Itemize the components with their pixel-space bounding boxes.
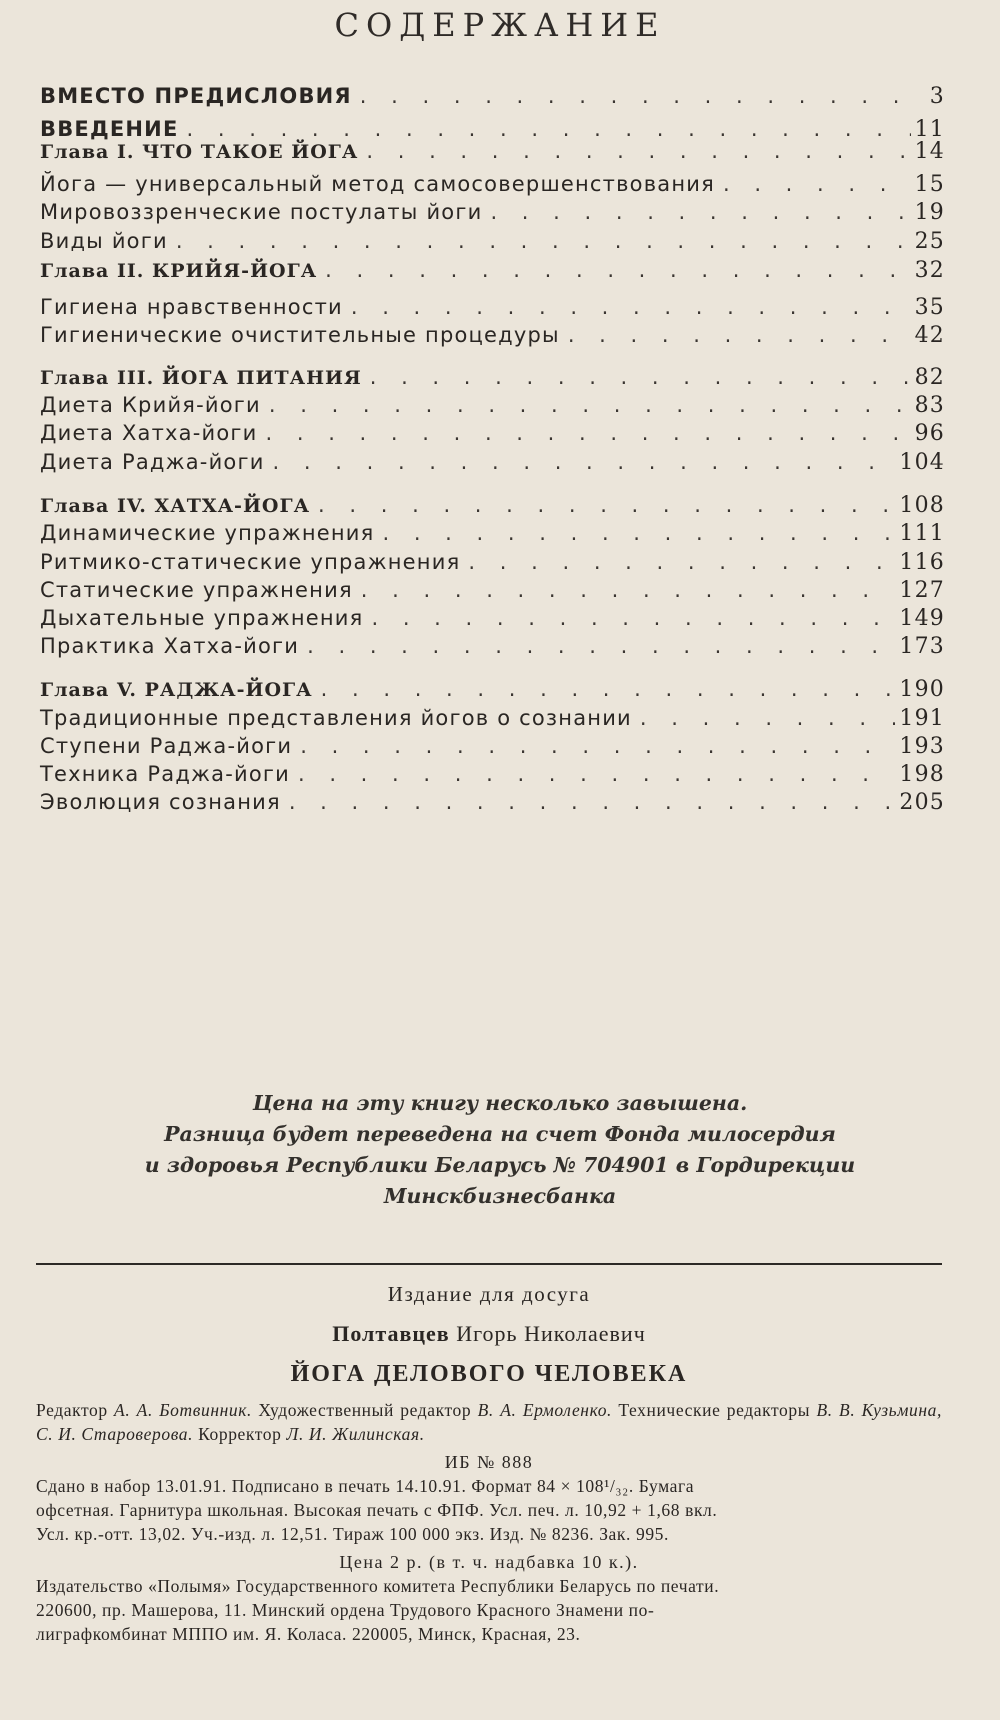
dot-leader bbox=[307, 634, 895, 658]
dot-leader bbox=[325, 258, 910, 282]
toc-title: СОДЕРЖАНИЕ bbox=[334, 6, 666, 44]
toc-entry bbox=[40, 450, 945, 480]
toc-page-number: 14 bbox=[914, 139, 945, 164]
price-note-line: Минскбизнесбанка bbox=[383, 1184, 617, 1208]
print-line: офсетная. Гарнитура школьная. Высокая печать с ФПФ. Усл. печ. л. 10,92 + 1,68 вкл. bbox=[36, 1500, 718, 1520]
art-editor-name: В. А. Ермоленко. bbox=[477, 1400, 613, 1420]
toc-page-number: 149 bbox=[899, 606, 945, 631]
toc-entry-title: Мировоззренческие постулаты йоги bbox=[40, 200, 483, 224]
toc-entry bbox=[40, 393, 945, 423]
toc-entry-title: Глава V. РАДЖА-ЙОГА bbox=[40, 679, 313, 701]
toc-entry-title: Статические упражнения bbox=[40, 578, 353, 602]
dot-leader bbox=[351, 295, 911, 319]
editors-credits: Редактор А. А. Ботвинник. Художественный редактор В. А. Ермоленко. Технические редакторы В. В. Кузьмина, С. И. Староверова. Корректор Л. И. Жилинская. bbox=[36, 1400, 942, 1444]
publisher-line: лиграфкомбинат МППО им. Я. Коласа. 220005, Минск, Красная, 23. bbox=[36, 1624, 581, 1644]
price-note-line: Разница будет переведена на счет Фонда милосердия bbox=[164, 1122, 836, 1146]
toc-page-number: 82 bbox=[914, 365, 945, 390]
toc-entry-title: Диета Хатха-йоги bbox=[40, 421, 258, 445]
dot-leader bbox=[370, 365, 911, 389]
toc-page-number: 173 bbox=[899, 634, 945, 659]
toc-entry bbox=[40, 734, 945, 764]
toc-entry-title: Гигиенические очистительные процедуры bbox=[40, 323, 560, 347]
price: Цена 2 р. (в т. ч. надбавка 10 к.). bbox=[339, 1552, 639, 1572]
toc-entry bbox=[40, 762, 945, 792]
publisher-details bbox=[36, 1574, 942, 1646]
dot-leader bbox=[266, 421, 911, 445]
toc-entry bbox=[40, 606, 945, 636]
toc-entry bbox=[40, 578, 945, 608]
toc-page-number: 193 bbox=[899, 734, 945, 759]
ib-number: ИБ № 888 bbox=[444, 1452, 534, 1472]
toc-chapter-entry bbox=[40, 139, 945, 169]
toc-page-number: 205 bbox=[899, 790, 945, 815]
dot-leader bbox=[360, 84, 926, 108]
toc-page-number: 15 bbox=[914, 172, 945, 197]
dot-leader bbox=[176, 229, 911, 253]
dot-leader bbox=[361, 578, 896, 602]
toc-page-number: 104 bbox=[899, 450, 945, 475]
dot-leader bbox=[371, 606, 895, 630]
series-label: Издание для досуга bbox=[387, 1282, 591, 1306]
toc-entry-title: Ступени Раджа-йоги bbox=[40, 734, 293, 758]
toc-entry-title: Глава I. ЧТО ТАКОЕ ЙОГА bbox=[40, 141, 359, 163]
dot-leader bbox=[382, 521, 895, 545]
toc-entry-title: Виды йоги bbox=[40, 229, 168, 253]
toc-page-number: 111 bbox=[899, 521, 945, 546]
dot-leader bbox=[318, 493, 895, 517]
price-note-line: и здоровья Республики Беларусь № 704901 в Гордирекции bbox=[144, 1153, 856, 1177]
toc-entry bbox=[40, 229, 945, 259]
toc-entry-title: Ритмико-статические упражнения bbox=[40, 550, 461, 574]
print-line: Сдано в набор 13.01.91. Подписано в печать 14.10.91. Формат 84 × 108¹/₃₂. Бумага bbox=[36, 1476, 695, 1496]
toc-entry-title: Диета Крийя-йоги bbox=[40, 393, 261, 417]
dot-leader bbox=[366, 139, 910, 163]
toc-page-number: 198 bbox=[899, 762, 945, 787]
toc-entry bbox=[40, 172, 945, 202]
dot-leader bbox=[273, 450, 896, 474]
print-details bbox=[36, 1474, 942, 1546]
toc-entry bbox=[40, 200, 945, 230]
author-surname: Полтавцев bbox=[332, 1321, 450, 1346]
toc-entry bbox=[40, 295, 945, 325]
dot-leader bbox=[321, 677, 896, 701]
toc-chapter-entry bbox=[40, 677, 945, 707]
toc-page-number: 191 bbox=[899, 706, 945, 731]
author-name: Игорь Николаевич bbox=[456, 1321, 646, 1346]
toc-entry-title: Дыхательные упражнения bbox=[40, 606, 364, 630]
dot-leader bbox=[269, 393, 911, 417]
print-line: Усл. кр.-отт. 13,02. Уч.-изд. л. 12,51. Тираж 100 000 экз. Изд. № 8236. Зак. 995. bbox=[36, 1524, 670, 1544]
book-title: ЙОГА ДЕЛОВОГО ЧЕЛОВЕКА bbox=[290, 1361, 688, 1387]
toc-entry-title: Глава III. ЙОГА ПИТАНИЯ bbox=[40, 367, 362, 389]
editor-name: А. А. Ботвинник. bbox=[114, 1400, 252, 1420]
toc-entry bbox=[40, 421, 945, 451]
dot-leader bbox=[723, 172, 911, 196]
dot-leader bbox=[468, 550, 895, 574]
toc-chapter-entry bbox=[40, 365, 945, 395]
toc-page-number: 25 bbox=[914, 229, 945, 254]
author bbox=[36, 1321, 942, 1347]
toc-page-number: 190 bbox=[899, 677, 945, 702]
divider bbox=[36, 1263, 942, 1265]
toc-page-number: 32 bbox=[914, 258, 945, 283]
toc-entry-title: Диета Раджа-йоги bbox=[40, 450, 265, 474]
toc-entry-title: Динамические упражнения bbox=[40, 521, 375, 545]
tech-editors-names: В. В. Кузьмина, С. И. Староверова. bbox=[36, 1400, 942, 1444]
toc-chapter-entry bbox=[40, 493, 945, 523]
toc-entry-title: Глава II. КРИЙЯ-ЙОГА bbox=[40, 260, 318, 282]
toc-page-number: 96 bbox=[914, 421, 945, 446]
toc-page-number: 116 bbox=[899, 550, 945, 575]
dot-leader bbox=[300, 734, 895, 758]
toc-entry bbox=[40, 550, 945, 580]
toc-page-number: 19 bbox=[914, 200, 945, 225]
toc-entry bbox=[40, 706, 945, 736]
toc-page-number: 42 bbox=[914, 323, 945, 348]
dot-leader bbox=[568, 323, 911, 347]
toc-page-number: 127 bbox=[899, 578, 945, 603]
toc-entry-title: Техника Раджа-йоги bbox=[40, 762, 290, 786]
toc-entry-title: Глава IV. ХАТХА-ЙОГА bbox=[40, 495, 311, 517]
publisher-line: Издательство «Полымя» Государственного комитета Республики Беларусь по печати. bbox=[36, 1576, 720, 1596]
toc-entry-title: ВВЕДЕНИЕ bbox=[40, 117, 179, 141]
toc-entry bbox=[40, 521, 945, 551]
toc-page-number: 35 bbox=[914, 295, 945, 320]
toc-entry-title: ВМЕСТО ПРЕДИСЛОВИЯ bbox=[40, 84, 352, 108]
dot-leader bbox=[289, 790, 896, 814]
toc-entry-title: Традиционные представления йогов о сознании bbox=[40, 706, 632, 730]
toc-page-number: 11 bbox=[914, 117, 945, 142]
corrector-name: Л. И. Жилинская. bbox=[286, 1424, 425, 1444]
dot-leader bbox=[187, 117, 911, 141]
toc-entry-title: Гигиена нравственности bbox=[40, 295, 343, 319]
publisher-line: 220600, пр. Машерова, 11. Минский ордена Трудового Красного Знамени по- bbox=[36, 1600, 655, 1620]
imprint bbox=[36, 1282, 942, 1646]
price-note bbox=[0, 1088, 1000, 1212]
toc-entry bbox=[40, 634, 945, 664]
toc-entry bbox=[40, 790, 945, 820]
toc-entry-title: Эволюция сознания bbox=[40, 790, 281, 814]
toc-page-number: 83 bbox=[914, 393, 945, 418]
dot-leader bbox=[298, 762, 895, 786]
toc-entry-title: Практика Хатха-йоги bbox=[40, 634, 300, 658]
toc-chapter-entry bbox=[40, 258, 945, 288]
dot-leader bbox=[640, 706, 895, 730]
toc-page-number: 108 bbox=[899, 493, 945, 518]
toc-entry bbox=[40, 323, 945, 353]
price-note-line: Цена на эту книгу несколько завышена. bbox=[252, 1091, 748, 1115]
toc-entry bbox=[40, 84, 945, 114]
toc-page-number: 3 bbox=[929, 84, 945, 109]
toc-entry-title: Йога — универсальный метод самосовершенствования bbox=[40, 172, 715, 196]
dot-leader bbox=[490, 200, 910, 224]
